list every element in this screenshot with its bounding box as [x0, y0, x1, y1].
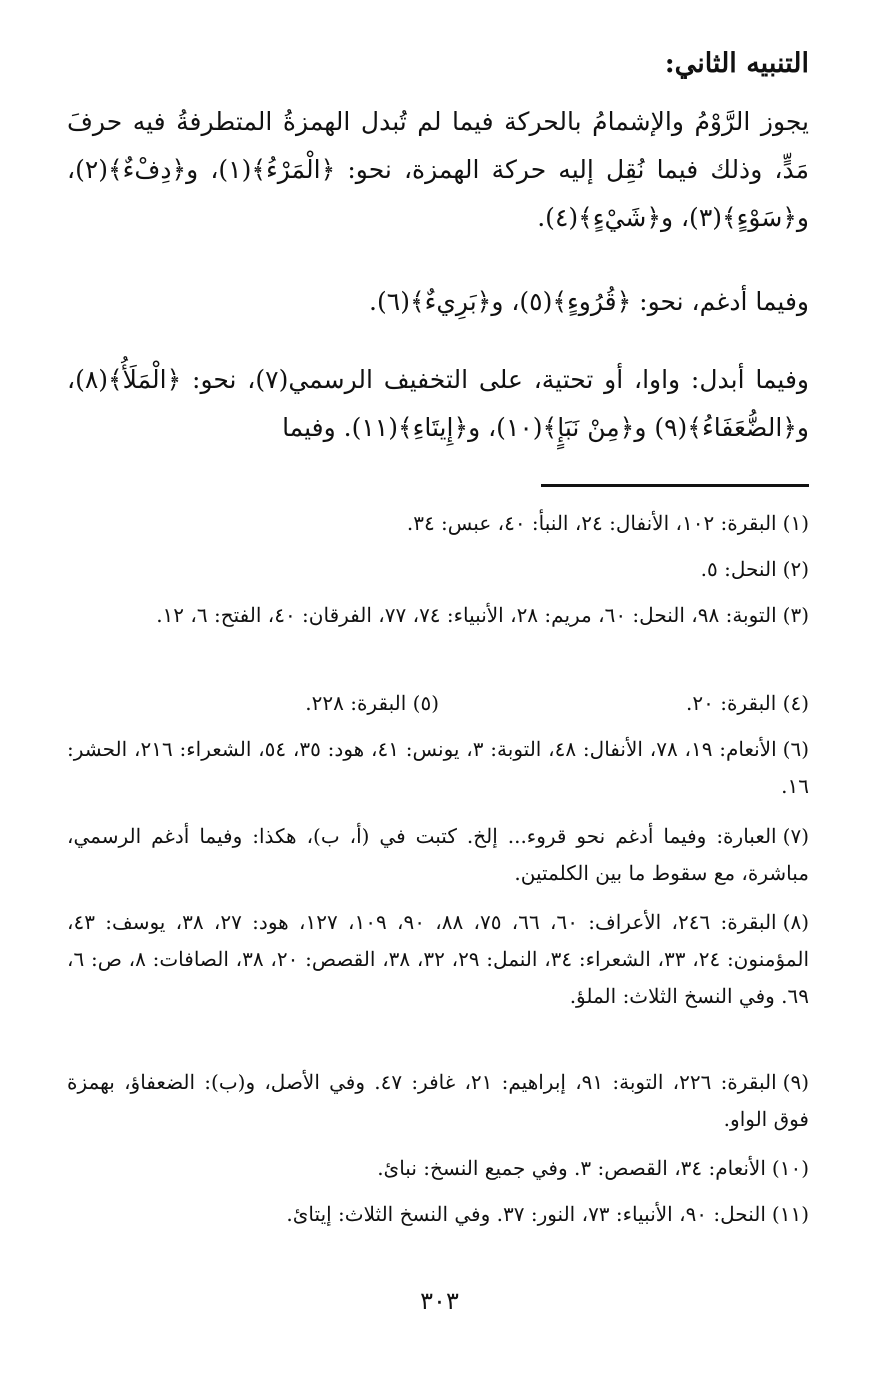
body-paragraph-1: يجوز الرَّوْمُ والإشمامُ بالحركة فيما لم تُبدل الهمزةُ المتطرفةُ فيه حرفَ مَدٍّ، وذلك فيما نُقِل إليه حركة الهمزة، نحو: ﴿الْمَرْءُ﴾(١)، و﴿دِفْءٌ﴾(٢)، و﴿سَوْءٍ﴾(٣)، و﴿شَيْءٍ﴾(٤).: [67, 107, 809, 232]
footnote-number: (٣): [782, 603, 809, 627]
footnote-11: [67, 1196, 809, 1233]
body-paragraph-2: وفيما أدغم، نحو: ﴿قُرُوءٍ﴾(٥)، و﴿بَرِيءٌ﴾(٦).: [369, 287, 809, 316]
footnote-9: [67, 1064, 809, 1138]
footnote-number: (٦): [782, 737, 810, 761]
footnote-3: [67, 597, 809, 634]
footnote-7: [67, 818, 809, 892]
footnote-1: [67, 505, 809, 542]
footnote-4: [686, 685, 809, 722]
body-paragraph-3: وفيما أبدل: واوا، أو تحتية، على التخفيف الرسمي(٧)، نحو: ﴿الْمَلَأُ﴾(٨)، و﴿الضُّعَفَاءُ﴾(٩) و﴿مِنْ نَبَإٍ﴾(١٠)، و﴿إِيتَاءِ﴾(١١). وفيما: [67, 365, 809, 442]
footnote-text: النحل: ٩٠، الأنبياء: ٧٣، النور: ٣٧. وفي النسخ الثلاث: إيتائ.: [286, 1202, 766, 1226]
footnote-5: [305, 685, 439, 722]
footnote-text: الأنعام: ١٩، ٧٨، الأنفال: ٤٨، التوبة: ٣، يونس: ٤١، هود: ٣٥، ٥٤، الشعراء: ٢١٦، الحشر: ١٦.: [67, 737, 809, 798]
footnote-text: البقرة: ٢٢٨.: [305, 691, 407, 715]
footnote-text: النحل: ٥.: [700, 557, 777, 581]
footnote-text: الأنعام: ٣٤، القصص: ٣. وفي جميع النسخ: نبائ.: [377, 1156, 766, 1180]
section-heading: التنبيه الثاني:: [664, 48, 809, 79]
footnote-number: (٥): [412, 691, 439, 715]
footnote-number: (٧): [782, 824, 809, 848]
footnote-number: (٢): [782, 557, 809, 581]
footnote-text: العبارة: وفيما أدغم نحو قروء... إلخ. كتبت في (أ، ب)، هكذا: وفيما أدغم الرسمي، مباشرة، مع سقوط ما بين الكلمتين.: [67, 824, 809, 885]
footnote-divider: [541, 484, 809, 487]
footnote-6: [67, 731, 809, 805]
footnote-text: التوبة: ٩٨، النحل: ٦٠، مريم: ٢٨، الأنبياء: ٧٤، ٧٧، الفرقان: ٤٠، الفتح: ٦، ١٢.: [156, 603, 777, 627]
page-number: ٣٠٣: [420, 1287, 459, 1315]
footnote-number: (١٠): [771, 1156, 809, 1180]
footnote-2: [67, 551, 809, 588]
footnote-text: البقرة: ٢٢٦، التوبة: ٩١، إبراهيم: ٢١، غافر: ٤٧. وفي الأصل، و(ب): الضعفاؤ، بهمزة فوق الواو.: [67, 1070, 809, 1131]
footnote-number: (٩): [782, 1070, 810, 1094]
footnote-number: (٤): [782, 691, 809, 715]
footnote-pair-4-5: [67, 685, 809, 722]
footnote-number: (١): [782, 511, 809, 535]
footnote-number: (١١): [771, 1202, 809, 1226]
footnote-10: [67, 1150, 809, 1187]
footnote-text: البقرة: ٢٤٦، الأعراف: ٦٠، ٦٦، ٧٥، ٨٨، ٩٠، ١٠٩، ١٢٧، هود: ٢٧، ٣٨، يوسف: ٤٣، المؤمنون: ٢٤، ٣٣، الشعراء: ٣٤، النمل: ٢٩، ٣٢، ٣٨، القصص: ٢٠، ٣٨، الصافات: ٨، ص: ٦، ٦٩. وفي النسخ الثلاث: الملؤ.: [67, 910, 809, 1008]
footnote-text: البقرة: ١٠٢، الأنفال: ٢٤، النبأ: ٤٠، عبس: ٣٤.: [406, 511, 777, 535]
footnote-number: (٨): [782, 910, 809, 934]
footnote-8: [67, 904, 809, 1015]
footnote-text: البقرة: ٢٠.: [686, 691, 777, 715]
